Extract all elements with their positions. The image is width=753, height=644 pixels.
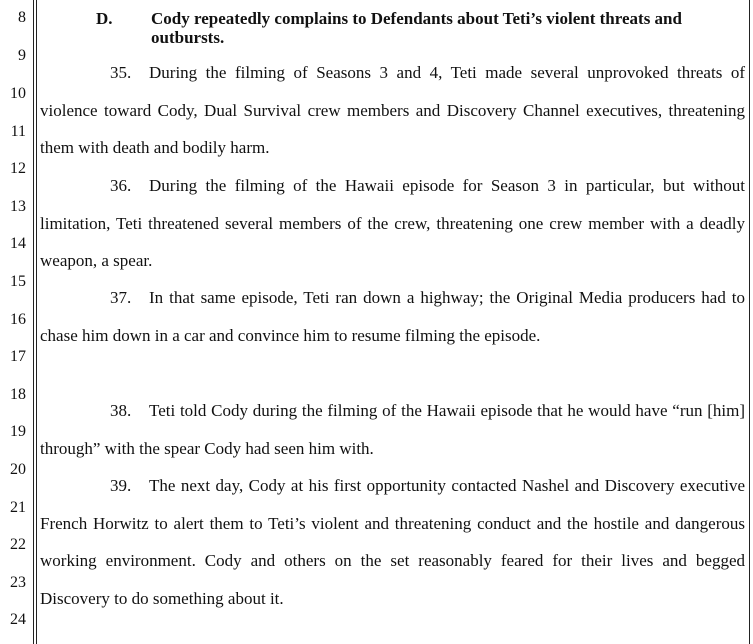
line-number: 15 [10,273,26,290]
paragraph-35 [40,54,745,167]
paragraph-36 [40,167,745,280]
paragraph-text: The next day, Cody at his first opportunity contacted Nashel and Discovery executive French Horwitz to alert them to Teti’s violent and threatening conduct and the hostile and dangerous working environment. Cody and others on the set reasonably feared for their lives and begged Discovery to do something about it. [40,476,745,608]
paragraph-number: 39. [110,476,132,495]
line-number: 13 [10,198,26,215]
left-margin-rule-outer [33,0,34,644]
line-number: 10 [10,85,26,102]
line-number: 23 [10,574,26,591]
paragraph-39 [40,467,745,617]
section-letter: D. [96,9,113,28]
paragraph-number: 37. [110,288,132,307]
paragraph-number: 38. [110,401,132,420]
paragraph-text: During the filming of Seasons 3 and 4, Teti made several unprovoked threats of violence toward Cody, Dual Survival crew members and Discovery Channel executives, threatening them with death and bodily harm. [40,63,745,158]
paragraph-text: Teti told Cody during the filming of the Hawaii episode that he would have “run [him] through” with the spear Cody had seen him with. [40,401,745,458]
paragraph-37 [40,279,745,354]
line-number: 17 [10,348,26,365]
line-number: 11 [10,123,26,140]
section-heading-text: Cody repeatedly complains to Defendants about Teti’s violent threats and outbursts. [151,9,682,47]
line-number: 19 [10,423,26,440]
line-number: 18 [10,386,26,403]
right-margin-rule [749,0,750,644]
paragraph-text: During the filming of the Hawaii episode for Season 3 in particular, but without limitation, Teti threatened several members of the crew, threatening one crew member with a deadly weapon, a spear. [40,176,745,271]
line-number: 21 [10,499,26,516]
line-number: 12 [10,160,26,177]
paragraph-38 [40,392,745,467]
line-number: 24 [10,611,26,628]
line-number: 9 [18,47,26,64]
line-number: 8 [18,9,26,26]
line-number: 16 [10,311,26,328]
paragraph-number: 36. [110,176,132,195]
left-margin-rule-inner [36,0,37,644]
line-number: 20 [10,461,26,478]
line-number: 14 [10,235,26,252]
paragraph-number: 35. [110,63,132,82]
paragraph-text: In that same episode, Teti ran down a highway; the Original Media producers had to chase him down in a car and convince him to resume filming the episode. [40,288,745,345]
line-number: 22 [10,536,26,553]
